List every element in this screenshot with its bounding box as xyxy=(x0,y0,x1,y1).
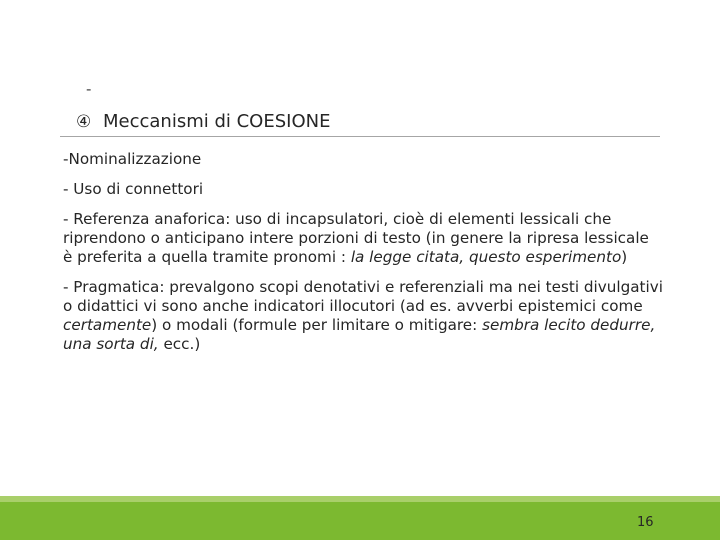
pragmatica-example-1: certamente xyxy=(63,316,152,334)
pragmatica-example-2: sembra lecito dedurre, una sorta di, xyxy=(63,316,656,353)
referenza-close: ) xyxy=(621,248,628,266)
page-number: 16 xyxy=(637,515,654,530)
footer-bar xyxy=(0,502,720,540)
slide-body xyxy=(63,150,663,365)
item-referenza xyxy=(63,210,663,267)
stray-dash: - xyxy=(86,80,92,98)
referenza-text: - Referenza anaforica: uso di incapsulatori, cioè di elementi lessicali che riprendono o anticipano intere porzioni di testo (in genere la ripresa lessicale è preferita a quella tramite pronomi : xyxy=(63,210,649,266)
slide-title: Meccanismi di COESIONE xyxy=(102,111,331,132)
pragmatica-text: - Pragmatica: prevalgono scopi denotativi e referenziali ma nei testi divulgativi o didattici vi sono anche indicatori illocutori (ad es. avverbi epistemici come xyxy=(63,278,663,315)
title-divider xyxy=(60,136,660,137)
pragmatica-end: ecc.) xyxy=(158,335,201,353)
item-connettori: - Uso di connettori xyxy=(63,180,204,198)
circled-four-icon: ④ xyxy=(76,112,92,132)
referenza-example: la legge citata, questo esperimento xyxy=(350,248,622,266)
pragmatica-mid: ) o modali (formule per limitare o mitigare: xyxy=(151,316,483,334)
item-nominalizzazione: -Nominalizzazione xyxy=(63,150,202,168)
slide-title-row xyxy=(76,111,330,132)
item-pragmatica xyxy=(63,278,663,354)
